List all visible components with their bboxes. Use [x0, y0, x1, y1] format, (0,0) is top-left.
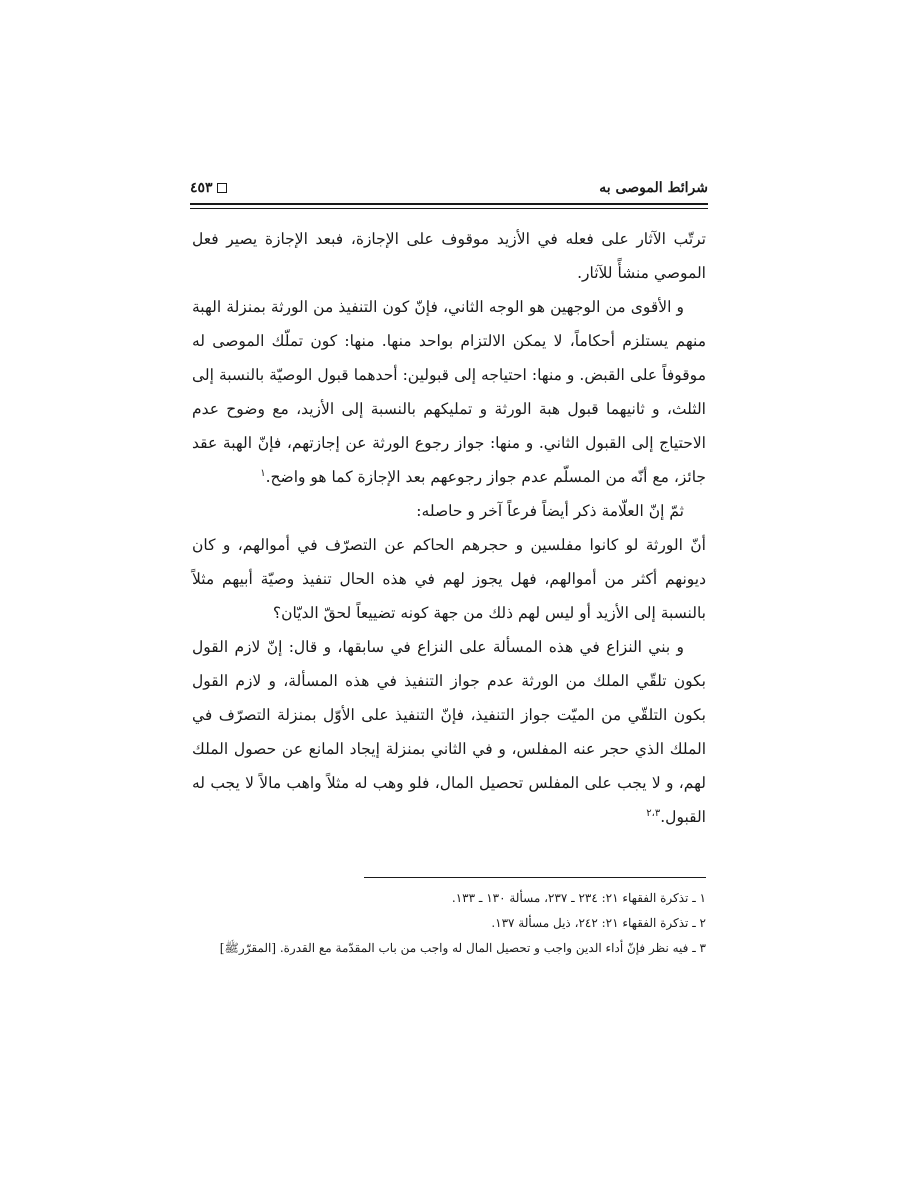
footnote-1: ١ ـ تذكرة الفقهاء ٢١: ٢٣٤ ـ ٢٣٧، مسألة ١٣٠ ـ ١٣٣. [451, 891, 706, 905]
paragraph-4 [192, 528, 706, 630]
paragraph-1 [192, 222, 706, 290]
footnote-2: ٢ ـ تذكرة الفقهاء ٢١: ٢٤٢، ذيل مسألة ١٣٧. [491, 916, 706, 930]
paragraph-text: أنّ الورثة لو كانوا مفلسين و حجرهم الحاكم عن التصرّف في أموالهم، و كان ديونهم أكثر من أموالهم، فهل يجوز لهم في هذه الحال تنفيذ وصيّة أبيهم مثلاً بالنسبة إلى الأزيد أو ليس لهم ذلك من جهة كونه تضييعاً لحقّ الديّان؟ [192, 536, 706, 622]
footnote-marker: ٢،٣ [646, 807, 661, 819]
paragraph-3 [192, 494, 706, 528]
footnote-3: ٣ ـ فيه نظر فإنّ أداء الدين واجب و تحصيل المال له واجب من باب المقدّمة مع القدرة. [المقرّرﷺ] [219, 941, 706, 955]
paragraph-text: ثمّ إنّ العلّامة ذكر أيضاً فرعاً آخر و حاصله: [416, 502, 684, 520]
page-number: ٤٥٣ [190, 180, 213, 196]
page-number-group [190, 180, 227, 196]
paragraph-text: و الأقوى من الوجهين هو الوجه الثاني، فإنّ كون التنفيذ من الورثة بمنزلة الهبة منهم يستلزم أحكاماً، لا يمكن الالتزام بواحد منها. منها: كون تملّك الموصى له موقوفاً على القبض. و منها: احتياجه إلى قبولين: أحدهما قبول الوصيّة بالنسبة إلى الثلث، و ثانيهما قبول هبة الورثة و تمليكهم بالنسبة إلى الأزيد، مع وضوح عدم الاحتياج إلى القبول الثاني. و منها: جواز رجوع الورثة عن إجازتهم، فإنّ الهبة عقد جائز، مع أنّه من المسلّم عدم جواز رجوعهم بعد الإجازة كما هو واضح. [192, 298, 706, 486]
paragraph-text: و بني النزاع في هذه المسألة على النزاع في سابقها، و قال: إنّ لازم القول بكون تلقّي الملك من الورثة عدم جواز التنفيذ في هذه المسألة، و لازم القول بكون التلقّي من الميّت جواز التنفيذ، فإنّ التنفيذ على الأوّل بمنزلة التصرّف في الملك الذي حجر عنه المفلس، و في الثاني بمنزلة إيجاد المانع عن حصول الملك لهم، و لا يجب على المفلس تحصيل المال، فلو وهب له مثلاً واهب مالاً لا يجب له القبول. [192, 638, 706, 826]
paragraph-5 [192, 630, 706, 834]
footnotes [192, 886, 706, 961]
square-box-icon [217, 183, 227, 193]
header-rule-thin [190, 208, 708, 209]
paragraph-2 [192, 290, 706, 494]
main-text [192, 222, 706, 834]
header-rule-thick [190, 203, 708, 205]
footnote-marker: ١ [260, 467, 266, 479]
paragraph-text: ترتّب الآثار على فعله في الأزيد موقوف على الإجازة، فبعد الإجازة يصير فعل الموصي منشأً للآثار. [192, 230, 706, 282]
page-header [190, 176, 708, 200]
running-title: شرائط الموصى به [599, 180, 708, 196]
footnote-separator [364, 877, 706, 878]
